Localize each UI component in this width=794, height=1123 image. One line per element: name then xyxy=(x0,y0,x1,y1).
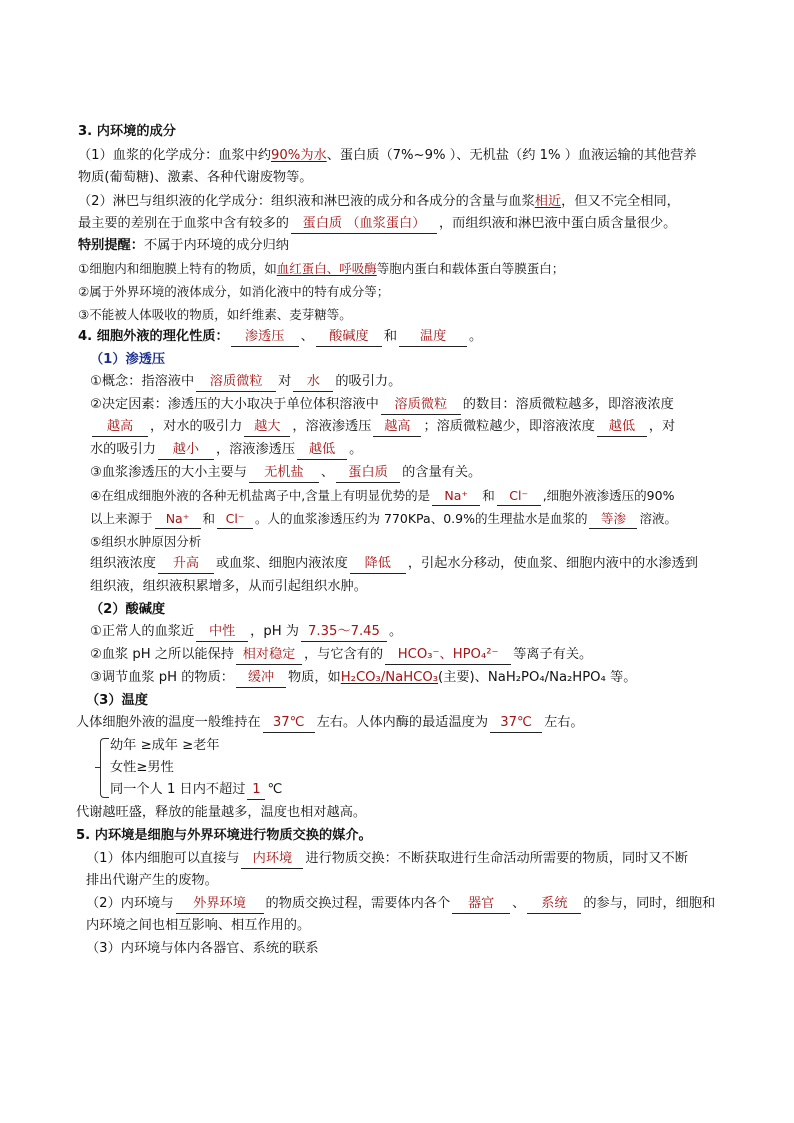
answer-hemoglobin: 血红蛋白、呼吸酶 xyxy=(276,261,377,276)
osmotic-factor-line1: ②决定因素：渗透压的大小取决于单位体积溶液中 溶质微粒 的数目：溶质微粒越多，即溶液浓度 xyxy=(90,394,674,416)
answer-protein: 蛋白质 （血浆蛋白） xyxy=(291,215,437,234)
temp-brace-item-3: 同一个人 1 日内不超过 1 ℃ xyxy=(110,779,282,801)
osmotic-concept: ①概念：指溶液中 溶质微粒 对 水 的吸引力。 xyxy=(90,371,401,393)
s5-item-2-line1: （2）内环境与 外界环境 的物质交换过程，需要体内各个 器官 、 系统 的参与，同时，细胞和 xyxy=(86,893,715,915)
section-3-title: 3. 内环境的成分 xyxy=(78,124,176,139)
s5-item-3: （3）内环境与体内各器官、系统的联系 xyxy=(86,941,319,956)
s3-p2-line1: （2）淋巴与组织液的化学成分：组织液和淋巴液的成分和各成分的含量与血浆相近，但又不完全相同， xyxy=(78,194,680,209)
s5-item-2-line2: 内环境之间也相互影响、相互作用的。 xyxy=(86,918,311,933)
edema-line1: 组织液浓度 升高 或血浆、细胞内液浓度 降低 ，引起水分移动，使血浆、细胞内液中的水渗透到 xyxy=(90,553,698,575)
answer-water: 90%为水 xyxy=(271,148,327,163)
s3-p2-line2: 最主要的差别在于血浆中含有较多的 蛋白质 （血浆蛋白） ，而组织液和淋巴液中蛋白质含量很少。 xyxy=(78,213,676,235)
temp-brace-item-2: 女性≥男性 xyxy=(110,760,174,775)
temp-brace-item-1: 幼年 ≥成年 ≥老年 xyxy=(110,738,220,753)
tip-title: 特别提醒： xyxy=(78,238,144,253)
edema-line2: 组织液，组织液积累增多，从而引起组织水肿。 xyxy=(90,579,367,594)
tip-item-3: ③不能被人体吸收的物质，如纤维素、麦芽糖等。 xyxy=(78,307,352,322)
tip-item-2: ②属于外界环境的液体成分，如消化液中的特有成分等； xyxy=(78,284,390,299)
tip-item-1: ①细胞内和细胞膜上特有的物质，如血红蛋白、呼吸酶等胞内蛋白和载体蛋白等膜蛋白； xyxy=(78,261,565,276)
section-5-title: 5. 内环境是细胞与外界环境进行物质交换的媒介。 xyxy=(76,828,372,843)
s5-item-1-line1: （1）体内细胞可以直接与 内环境 进行物质交换：不断获取进行生命活动所需要的物质，同时又不断 xyxy=(86,848,688,870)
ph-item-1: ①正常人的血浆近 中性 ，pH 为 7.35～7.45 。 xyxy=(90,621,402,643)
edema-title: ⑤组织水肿原因分析 xyxy=(90,534,202,549)
ph-title: （2）酸碱度 xyxy=(90,602,166,617)
osmotic-title: （1）渗透压 xyxy=(90,352,166,367)
brace-bracket xyxy=(100,738,109,798)
s3-p1-line1: （1）血浆的化学成分：血浆中约90%为水、蛋白质（7%~9% ）、无机盐（约 1% ）血液运输的其他营养 xyxy=(78,148,697,163)
answer-temperature: 温度 xyxy=(399,328,467,347)
ph-item-3: ③调节血浆 pH 的物质： 缓冲 物质，如H₂CO₃/NaHCO₃(主要)、NaH₂PO₄/Na₂HPO₄ 等。 xyxy=(90,667,636,689)
osmotic-factor-line2: 越高 ，对水的吸引力 越大 ，溶液渗透压 越高 ；溶质微粒越少，即溶液浓度 越低 ，对 xyxy=(90,416,675,438)
s3-p1-line2: 物质(葡萄糖)、激素、各种代谢废物等。 xyxy=(78,170,313,185)
ph-item-2: ②血浆 pH 之所以能保持 相对稳定 ，与它含有的 HCO₃⁻、HPO₄²⁻ 等离子有关。 xyxy=(90,644,592,666)
s5-item-1-line2: 排出代谢产生的废物。 xyxy=(86,873,218,888)
osmotic-factor-line3: 水的吸引力 越小 ，溶液渗透压 越低 。 xyxy=(90,439,362,461)
section-4-title: 4. 细胞外液的理化性质： 渗透压 、 酸碱度 和 温度 。 xyxy=(78,326,482,348)
osmotic-plasma: ③血浆渗透压的大小主要与 无机盐 、 蛋白质 的含量有关。 xyxy=(90,462,481,484)
temperature-title: （3）温度 xyxy=(86,693,148,708)
temperature-line2: 代谢越旺盛，释放的能量越多，温度也相对越高。 xyxy=(76,805,367,820)
answer-similar: 相近 xyxy=(534,194,562,209)
answer-ph: 酸碱度 xyxy=(316,328,382,347)
temperature-line1: 人体细胞外液的温度一般维持在 37℃ 左右。人体内酶的最适温度为 37℃ 左右。 xyxy=(76,712,584,734)
answer-osmotic: 渗透压 xyxy=(231,328,299,347)
osmotic-ions-line2: 以上来源于 Na⁺ 和 Cl⁻ 。人的血浆渗透压约为 770KPa、0.9%的生理盐水是血浆的 等渗 溶液。 xyxy=(90,508,677,530)
tip-line: 特别提醒：不属于内环境的成分归纳 xyxy=(78,238,289,253)
osmotic-ions-line1: ④在组成细胞外液的各种无机盐离子中,含量上有明显优势的是 Na⁺ 和 Cl⁻ ,细胞外液渗透压的90% xyxy=(90,485,674,507)
